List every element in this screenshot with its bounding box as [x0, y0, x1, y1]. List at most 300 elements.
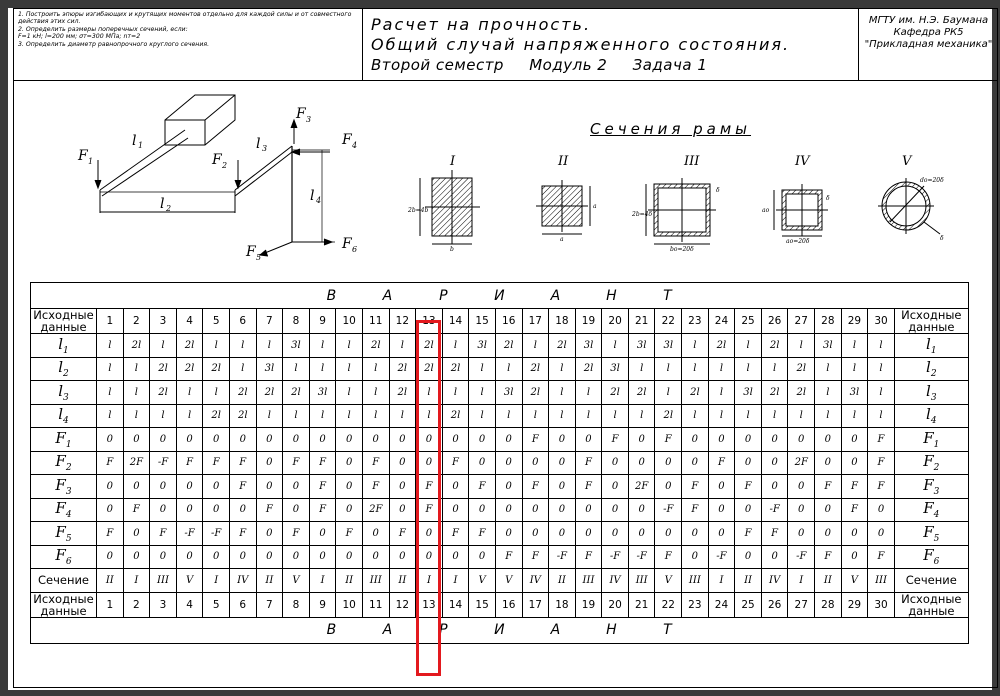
- table-cell: 2l: [495, 334, 522, 358]
- label-l1-sub: 1: [138, 141, 144, 150]
- variant-number: 27: [788, 309, 815, 334]
- variant-number: 21: [628, 309, 655, 334]
- table-cell: 2l: [389, 357, 416, 381]
- table-cell: 0: [708, 498, 735, 522]
- variant-number: 16: [495, 309, 522, 334]
- table-cell: l: [97, 381, 124, 405]
- table-cell: 0: [761, 451, 788, 475]
- table-cell: 0: [203, 475, 230, 499]
- variant-letter: А: [382, 287, 393, 304]
- table-cell: 0: [283, 475, 310, 499]
- table-cell: 2l: [416, 357, 443, 381]
- table-cell: 0: [841, 451, 868, 475]
- section-cell: IV: [522, 569, 549, 593]
- parameter-row: [31, 381, 969, 405]
- table-cell: l: [602, 334, 629, 358]
- table-cell: 0: [602, 451, 629, 475]
- variant-letter: Р: [439, 287, 448, 304]
- variant-letter: А: [550, 622, 561, 638]
- table-cell: l: [815, 357, 842, 381]
- table-cell: 0: [495, 498, 522, 522]
- table-cell: 0: [815, 498, 842, 522]
- table-cell: F: [309, 498, 336, 522]
- table-cell: -F: [602, 545, 629, 569]
- variant-number: 22: [655, 309, 682, 334]
- variants-table: [30, 282, 969, 644]
- section-cell: III: [362, 569, 389, 593]
- table-cell: 0: [442, 428, 469, 452]
- section-1-dim-width: b: [450, 246, 454, 253]
- table-cell: l: [442, 334, 469, 358]
- table-cell: 0: [682, 522, 709, 546]
- table-cell: 3l: [628, 334, 655, 358]
- symbol-letter: F: [55, 522, 66, 541]
- table-cell: F: [735, 522, 762, 546]
- table-cell: 0: [309, 428, 336, 452]
- section-4-dim-height: ao: [762, 207, 770, 214]
- table-cell: 0: [150, 428, 177, 452]
- table-cell: 0: [469, 428, 496, 452]
- table-cell: 0: [362, 545, 389, 569]
- table-cell: F: [522, 428, 549, 452]
- table-cell: l: [628, 404, 655, 428]
- symbol-index: 6: [65, 557, 72, 568]
- selected-variant-highlight: [416, 320, 441, 676]
- table-cell: l: [655, 357, 682, 381]
- parameter-row: [31, 357, 969, 381]
- table-cell: 0: [682, 428, 709, 452]
- variant-number: 26: [761, 309, 788, 334]
- table-cell: 0: [549, 428, 576, 452]
- table-cell: 3l: [602, 357, 629, 381]
- table-cell: 0: [495, 475, 522, 499]
- table-cell: 0: [602, 522, 629, 546]
- section-cell: III: [682, 569, 709, 593]
- table-cell: l: [761, 404, 788, 428]
- table-cell: 2l: [416, 334, 443, 358]
- table-cell: l: [150, 334, 177, 358]
- table-cell: l: [575, 381, 602, 405]
- table-cell: 0: [788, 428, 815, 452]
- section-cell: I: [416, 569, 443, 593]
- table-cell: l: [229, 357, 256, 381]
- variant-number: 12: [389, 592, 416, 617]
- table-cell: 0: [708, 522, 735, 546]
- table-cell: 0: [416, 451, 443, 475]
- parameter-symbol: [31, 545, 97, 569]
- table-cell: 3l: [309, 381, 336, 405]
- variant-number: 13: [416, 592, 443, 617]
- variant-letter: В: [326, 287, 337, 304]
- title-line-1: Расчет на прочность.: [371, 15, 592, 34]
- table-cell: 2l: [256, 381, 283, 405]
- table-cell: l: [628, 357, 655, 381]
- table-cell: l: [416, 404, 443, 428]
- variant-number: 24: [708, 592, 735, 617]
- symbol-index: 2: [63, 369, 69, 380]
- label-F1-sub: 1: [88, 157, 94, 166]
- table-cell: 0: [868, 522, 895, 546]
- table-cell: -F: [176, 522, 203, 546]
- symbol-letter: F: [923, 522, 934, 541]
- table-cell: 0: [97, 475, 124, 499]
- section-cell: I: [203, 569, 230, 593]
- label-F3: F: [296, 106, 306, 122]
- side-label: Исходные данные: [31, 592, 97, 617]
- table-cell: 2l: [522, 381, 549, 405]
- table-cell: 0: [841, 428, 868, 452]
- table-cell: 0: [549, 475, 576, 499]
- parameter-row: [31, 334, 969, 358]
- table-cell: 0: [256, 475, 283, 499]
- table-cell: F: [309, 451, 336, 475]
- table-cell: -F: [150, 451, 177, 475]
- section-1-dim-height: 2b=4b: [408, 207, 429, 214]
- section-cell: II: [256, 569, 283, 593]
- table-cell: 0: [841, 522, 868, 546]
- table-cell: 3l: [283, 334, 310, 358]
- table-cell: 0: [549, 451, 576, 475]
- table-cell: l: [495, 357, 522, 381]
- table-cell: 2l: [628, 381, 655, 405]
- table-cell: F: [97, 451, 124, 475]
- variant-number: 15: [469, 309, 496, 334]
- table-cell: 0: [123, 475, 150, 499]
- table-cell: F: [442, 451, 469, 475]
- symbol-index: 2: [930, 369, 937, 380]
- symbol-letter: F: [923, 428, 934, 447]
- variant-letter: Р: [439, 622, 448, 638]
- table-cell: 2l: [655, 404, 682, 428]
- label-F5: F: [246, 244, 256, 260]
- table-cell: 0: [389, 475, 416, 499]
- label-l4: l: [310, 188, 315, 204]
- section-cell: II: [549, 569, 576, 593]
- variant-number: 17: [522, 309, 549, 334]
- table-cell: l: [283, 404, 310, 428]
- title-block: [363, 9, 859, 81]
- table-cell: 2l: [575, 357, 602, 381]
- title-line-2: Общий случай напряженного состояния.: [371, 35, 791, 54]
- variant-number: 9: [309, 309, 336, 334]
- table-cell: 0: [256, 522, 283, 546]
- table-cell: 0: [150, 498, 177, 522]
- label-F3-sub: 3: [306, 115, 312, 124]
- table-cell: 0: [815, 451, 842, 475]
- table-cell: F: [495, 545, 522, 569]
- table-cell: 2l: [442, 404, 469, 428]
- table-cell: l: [682, 404, 709, 428]
- title-line-3: [371, 55, 850, 75]
- table-cell: F: [868, 451, 895, 475]
- table-cell: l: [868, 357, 895, 381]
- table-cell: 2l: [203, 357, 230, 381]
- table-cell: 0: [97, 498, 124, 522]
- table-cell: 2l: [176, 334, 203, 358]
- table-cell: 0: [788, 522, 815, 546]
- variant-number: 29: [841, 592, 868, 617]
- table-cell: 0: [389, 545, 416, 569]
- table-cell: l: [522, 334, 549, 358]
- semester-label: Второй семестр: [371, 56, 504, 74]
- table-cell: 0: [575, 428, 602, 452]
- table-cell: F: [841, 475, 868, 499]
- symbol-index: 3: [930, 392, 937, 403]
- label-F2-sub: 2: [222, 161, 228, 170]
- table-cell: 3l: [655, 334, 682, 358]
- table-cell: 3l: [841, 381, 868, 405]
- parameter-symbol: [894, 428, 968, 452]
- table-cell: 0: [788, 475, 815, 499]
- task-description: [14, 9, 363, 81]
- table-cell: 0: [761, 545, 788, 569]
- table-cell: 0: [495, 522, 522, 546]
- variant-letter: А: [382, 622, 393, 638]
- variant-header-row: [31, 283, 969, 309]
- section-cell: V: [469, 569, 496, 593]
- symbol-letter: l: [58, 405, 64, 424]
- table-cell: l: [708, 381, 735, 405]
- table-cell: l: [362, 357, 389, 381]
- table-cell: 0: [309, 545, 336, 569]
- variant-number: 5: [203, 309, 230, 334]
- section-4-dim-width: ao=20δ: [786, 238, 810, 245]
- table-cell: 0: [761, 475, 788, 499]
- table-cell: 0: [203, 498, 230, 522]
- table-cell: 0: [362, 428, 389, 452]
- section-cell: IV: [229, 569, 256, 593]
- table-cell: -F: [761, 498, 788, 522]
- section-cell: I: [788, 569, 815, 593]
- table-cell: F: [815, 545, 842, 569]
- table-cell: 0: [416, 428, 443, 452]
- table-cell: 0: [309, 522, 336, 546]
- label-l1: l: [132, 133, 137, 149]
- table-cell: 0: [549, 522, 576, 546]
- variant-number: 19: [575, 592, 602, 617]
- parameter-symbol: [31, 522, 97, 546]
- table-cell: 0: [655, 451, 682, 475]
- parameter-row: [31, 545, 969, 569]
- table-cell: 0: [336, 451, 363, 475]
- parameter-symbol: [894, 545, 968, 569]
- variant-number: 14: [442, 592, 469, 617]
- variant-number: 30: [868, 309, 895, 334]
- parameter-symbol: [894, 381, 968, 405]
- table-cell: F: [442, 522, 469, 546]
- task-line: 2. Определить размеры поперечных сечений, если:: [18, 25, 188, 33]
- table-cell: 2l: [602, 381, 629, 405]
- table-cell: 0: [602, 498, 629, 522]
- table-cell: F: [868, 545, 895, 569]
- table-cell: 2l: [229, 381, 256, 405]
- variant-number: 24: [708, 309, 735, 334]
- table-cell: 0: [416, 522, 443, 546]
- task-number-label: Задача 1: [632, 56, 708, 74]
- table-cell: 0: [522, 522, 549, 546]
- table-cell: -F: [788, 545, 815, 569]
- table-cell: l: [682, 357, 709, 381]
- label-l3-sub: 3: [262, 144, 268, 153]
- table-cell: -F: [203, 522, 230, 546]
- parameter-symbol: [31, 404, 97, 428]
- variant-number: 20: [602, 309, 629, 334]
- table-cell: l: [469, 357, 496, 381]
- section-cell: V: [655, 569, 682, 593]
- table-cell: F: [868, 428, 895, 452]
- table-cell: 2l: [123, 334, 150, 358]
- variant-number: 9: [309, 592, 336, 617]
- table-cell: F: [522, 545, 549, 569]
- variant-letter: А: [550, 287, 561, 304]
- table-cell: F: [283, 451, 310, 475]
- table-cell: F: [229, 475, 256, 499]
- variant-number: 8: [283, 592, 310, 617]
- table-cell: l: [682, 334, 709, 358]
- table-cell: 0: [708, 475, 735, 499]
- table-cell: l: [309, 357, 336, 381]
- label-F5-sub: 5: [256, 253, 262, 262]
- table-cell: 2l: [788, 381, 815, 405]
- institution-name: МГТУ им. Н.Э. Баумана: [868, 15, 989, 26]
- variant-number: 27: [788, 592, 815, 617]
- label-F6: F: [342, 236, 352, 252]
- variant-letter: И: [494, 622, 505, 638]
- symbol-letter: l: [926, 334, 931, 353]
- table-cell: l: [336, 334, 363, 358]
- table-cell: 2F: [788, 451, 815, 475]
- variant-number: 16: [495, 592, 522, 617]
- table-cell: 0: [176, 475, 203, 499]
- parameter-symbol: [31, 475, 97, 499]
- table-cell: 0: [283, 545, 310, 569]
- table-cell: l: [815, 404, 842, 428]
- table-cell: 0: [602, 475, 629, 499]
- table-cell: 0: [229, 428, 256, 452]
- table-cell: 2F: [123, 451, 150, 475]
- table-cell: l: [123, 381, 150, 405]
- section-cell: II: [336, 569, 363, 593]
- table-cell: l: [389, 334, 416, 358]
- variant-footer-row: [31, 617, 969, 643]
- variant-number: 11: [362, 309, 389, 334]
- section-cell: II: [815, 569, 842, 593]
- table-cell: l: [841, 357, 868, 381]
- table-cell: l: [442, 381, 469, 405]
- symbol-index: 3: [63, 392, 69, 403]
- table-cell: F: [389, 522, 416, 546]
- parameter-row: [31, 404, 969, 428]
- table-cell: F: [761, 522, 788, 546]
- table-cell: F: [841, 498, 868, 522]
- parameter-symbol: [31, 357, 97, 381]
- symbol-index: 1: [65, 439, 72, 450]
- table-cell: 0: [735, 451, 762, 475]
- table-cell: 0: [442, 498, 469, 522]
- table-cell: -F: [549, 545, 576, 569]
- symbol-index: 3: [933, 486, 940, 497]
- table-cell: l: [362, 404, 389, 428]
- symbol-letter: l: [58, 381, 64, 400]
- table-cell: 0: [469, 451, 496, 475]
- sections-title: Сечения рамы: [590, 120, 752, 138]
- parameter-symbol: [31, 381, 97, 405]
- variant-number: 21: [628, 592, 655, 617]
- table-cell: 0: [336, 498, 363, 522]
- variant-number: 13: [416, 309, 443, 334]
- table-cell: F: [229, 451, 256, 475]
- table-cell: l: [123, 404, 150, 428]
- parameter-symbol: [31, 498, 97, 522]
- table-cell: l: [336, 381, 363, 405]
- table-cell: 0: [815, 522, 842, 546]
- parameter-symbol: [894, 334, 968, 358]
- table-cell: l: [602, 404, 629, 428]
- symbol-letter: F: [923, 475, 934, 494]
- table-cell: 0: [416, 545, 443, 569]
- section-cell: IV: [602, 569, 629, 593]
- table-cell: l: [283, 357, 310, 381]
- frame-scheme-drawing: [60, 80, 380, 280]
- variant-letter: Н: [606, 622, 617, 638]
- table-cell: l: [708, 357, 735, 381]
- side-label: Исходные данные: [31, 309, 97, 334]
- label-l4-sub: 4: [316, 196, 322, 205]
- task-line: F=1 кН; l=200 мм; σт=300 МПа; nт=2: [18, 33, 141, 41]
- variant-number: 10: [336, 309, 363, 334]
- table-cell: 0: [708, 428, 735, 452]
- table-cell: 2F: [628, 475, 655, 499]
- table-cell: l: [256, 334, 283, 358]
- section-label-1: I: [450, 154, 456, 169]
- table-cell: l: [150, 404, 177, 428]
- table-cell: l: [868, 334, 895, 358]
- variant-number: 6: [229, 309, 256, 334]
- table-cell: l: [203, 381, 230, 405]
- table-cell: l: [309, 404, 336, 428]
- variant-number: 5: [203, 592, 230, 617]
- variant-word: [31, 283, 969, 309]
- variant-number: 3: [150, 309, 177, 334]
- table-cell: 0: [123, 522, 150, 546]
- variant-number: 28: [815, 592, 842, 617]
- variant-number: 7: [256, 309, 283, 334]
- variant-letter: Н: [606, 287, 617, 304]
- label-F6-sub: 6: [352, 245, 358, 254]
- parameter-symbol: [894, 357, 968, 381]
- table-cell: F: [309, 475, 336, 499]
- parameter-row: [31, 498, 969, 522]
- table-cell: 0: [841, 545, 868, 569]
- task-line: 1. Построить эпюры изгибающих и крутящих моментов отдельно для каждой силы и от совместного: [18, 11, 352, 18]
- section-label: Сечение: [31, 569, 97, 593]
- label-F2: F: [212, 152, 222, 168]
- table-cell: l: [735, 334, 762, 358]
- table-cell: F: [575, 451, 602, 475]
- table-cell: 3l: [495, 381, 522, 405]
- table-cell: 0: [495, 451, 522, 475]
- table-cell: 2l: [389, 381, 416, 405]
- label-F4-sub: 4: [352, 141, 358, 150]
- table-cell: 2l: [522, 357, 549, 381]
- table-cell: F: [868, 475, 895, 499]
- table-cell: 0: [735, 498, 762, 522]
- table-cell: 2l: [229, 404, 256, 428]
- table-cell: l: [362, 381, 389, 405]
- table-cell: 2l: [362, 334, 389, 358]
- table-cell: 0: [123, 428, 150, 452]
- table-cell: 0: [336, 428, 363, 452]
